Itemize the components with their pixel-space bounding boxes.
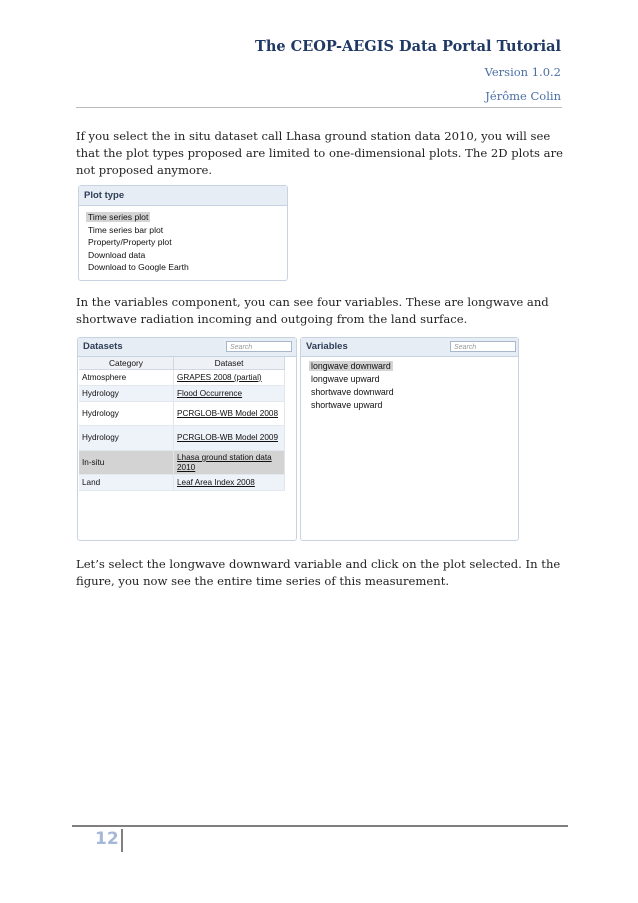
plot-type-item[interactable]: Time series plot [88,212,149,222]
table-row[interactable] [79,475,285,491]
plot-type-list [79,206,287,274]
category-cell: Atmosphere [79,370,174,386]
plot-type-item[interactable]: Time series bar plot [88,224,164,235]
plot-type-item[interactable]: Download data [88,249,146,260]
document-version: Version 1.0.2 [484,65,561,79]
footer-vertical-bar [121,829,123,852]
table-row[interactable] [79,426,285,451]
plot-type-panel [78,185,288,281]
column-header-dataset[interactable]: Dataset [174,357,285,370]
header-divider [76,107,562,108]
table-row[interactable] [79,402,285,426]
datasets-search-input[interactable]: Search [226,341,292,352]
category-cell: Hydrology [79,386,174,402]
paragraph-variables: In the variables component, you can see four variables. These are longwave and shortwave radiation incoming and outgoing from the land surface. [76,295,549,326]
plot-type-panel-title: Plot type [79,186,287,206]
variable-item[interactable]: longwave upward [311,374,380,384]
variable-item[interactable]: shortwave upward [311,400,383,410]
variables-panel-title: Variables [306,341,348,352]
plot-type-item[interactable]: Property/Property plot [88,237,172,247]
variables-list [311,360,394,412]
column-header-category[interactable]: Category [79,357,174,370]
table-row[interactable] [79,370,285,386]
table-row[interactable] [79,386,285,402]
dataset-link[interactable]: PCRGLOB-WB Model 2008 [174,402,285,426]
footer-divider [72,825,568,827]
category-cell: In-situ [79,451,174,475]
datasets-panel-header [78,338,296,357]
dataset-link[interactable]: Lhasa ground station data 2010 [174,451,285,475]
variable-item-selected[interactable]: longwave downward [311,361,391,371]
variable-item[interactable]: shortwave downward [311,387,394,397]
document-title: The CEOP-AEGIS Data Portal Tutorial [255,38,561,55]
datasets-table [79,357,285,491]
page-number: 12 [95,829,119,849]
datasets-panel-title: Datasets [83,341,123,352]
variables-panel-header [301,338,518,357]
variables-search-input[interactable]: Search [450,341,516,352]
table-row-selected[interactable] [79,451,285,475]
category-cell: Land [79,475,174,491]
plot-type-item[interactable]: Download to Google Earth [88,262,189,272]
dataset-link[interactable]: GRAPES 2008 (partial) [174,370,285,386]
datasets-panel [77,337,297,541]
document-author: Jérôme Colin [485,89,561,103]
variables-panel [300,337,519,541]
dataset-link[interactable]: Flood Occurrence [174,386,285,402]
dataset-link[interactable]: PCRGLOB-WB Model 2009 [174,426,285,451]
paragraph-insitu-selection: If you select the in situ dataset call Lhasa ground station data 2010, you will see that the plot types proposed are limited to one-dimensional plots. The 2D plots are not proposed anymore. [76,129,563,177]
dataset-link[interactable]: Leaf Area Index 2008 [174,475,285,491]
category-cell: Hydrology [79,402,174,426]
paragraph-plot-selection: Let’s select the longwave downward variable and click on the plot selected. In the figure, you now see the entire time series of this measurement. [76,557,561,588]
category-cell: Hydrology [79,426,174,451]
